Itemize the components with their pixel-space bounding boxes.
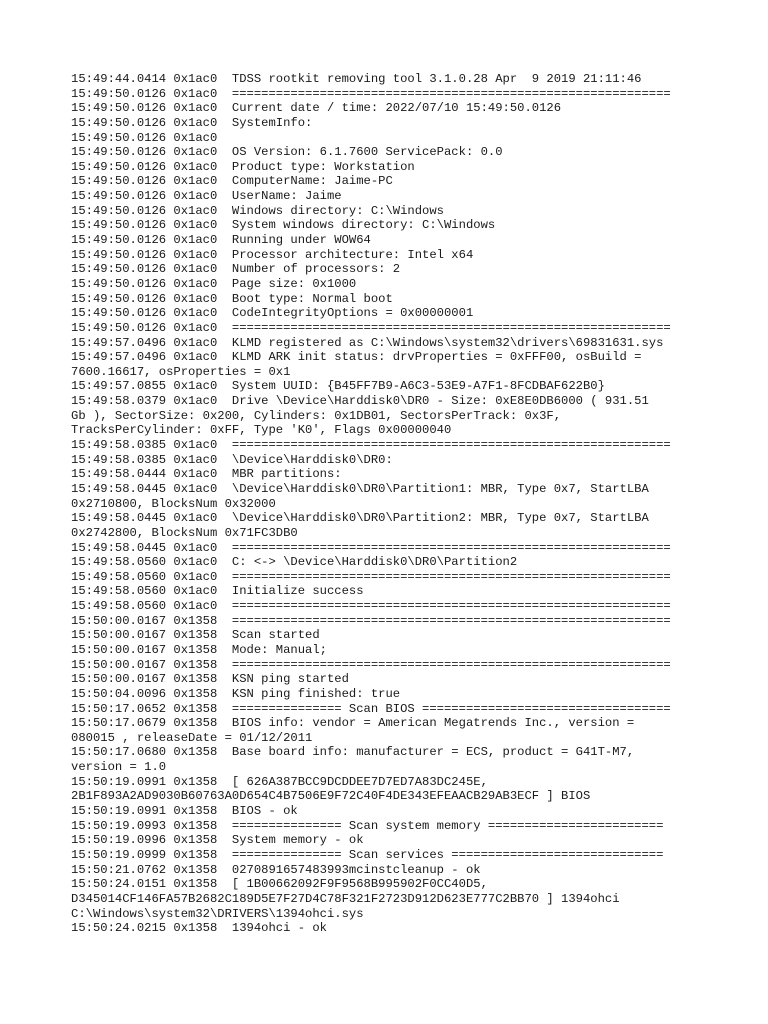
- log-line: 15:50:04.0096 0x1358 KSN ping finished: true: [71, 686, 401, 701]
- log-line: 15:49:58.0385 0x1ac0 \Device\Harddisk0\DR0:: [71, 452, 393, 467]
- log-line: 15:49:57.0496 0x1ac0 KLMD registered as C:\Windows\system32\drivers\69831631.sys: [71, 335, 664, 350]
- log-line: 15:49:58.0560 0x1ac0 Initialize success: [71, 584, 364, 599]
- log-line: 15:49:50.0126 0x1ac0 ============================================================: [71, 320, 671, 335]
- log-line: Gb ), SectorSize: 0x200, Cylinders: 0x1DB01, SectorsPerTrack: 0x3F,: [71, 408, 562, 423]
- log-line: 7600.16617, osProperties = 0x1: [71, 364, 291, 379]
- log-line: 15:50:24.0215 0x1358 1394ohci - ok: [71, 921, 327, 936]
- log-line: 15:49:50.0126 0x1ac0 UserName: Jaime: [71, 189, 342, 204]
- log-line: 15:50:21.0762 0x1358 0270891657483993mcinstcleanup - ok: [71, 862, 481, 877]
- log-line: 0x2742800, BlocksNum 0x71FC3DB0: [71, 525, 298, 540]
- log-line: 15:49:50.0126 0x1ac0 Running under WOW64: [71, 233, 371, 248]
- log-line: 15:49:58.0445 0x1ac0 \Device\Harddisk0\DR0\Partition1: MBR, Type 0x7, StartLBA: [71, 481, 649, 496]
- log-line: 15:50:19.0991 0x1358 BIOS - ok: [71, 804, 298, 819]
- log-line: 15:49:58.0445 0x1ac0 \Device\Harddisk0\DR0\Partition2: MBR, Type 0x7, StartLBA: [71, 511, 649, 526]
- log-line: 15:50:00.0167 0x1358 KSN ping started: [71, 672, 349, 687]
- log-line: 15:50:00.0167 0x1358 Mode: Manual;: [71, 642, 327, 657]
- log-line: 15:49:50.0126 0x1ac0 Page size: 0x1000: [71, 276, 357, 291]
- log-line: 15:50:19.0991 0x1358 [ 626A387BCC9DCDDEE7D7ED7A83DC245E,: [71, 774, 488, 789]
- log-line: 15:49:50.0126 0x1ac0 ComputerName: Jaime-PC: [71, 174, 393, 189]
- log-line: 15:50:00.0167 0x1358 ============================================================: [71, 613, 671, 628]
- log-line: 15:49:57.0855 0x1ac0 System UUID: {B45FF7B9-A6C3-53E9-A7F1-8FCDBAF622B0}: [71, 379, 605, 394]
- log-line: version = 1.0: [71, 760, 167, 775]
- log-line: 15:49:50.0126 0x1ac0 System windows directory: C:\Windows: [71, 218, 496, 233]
- log-line: 15:49:50.0126 0x1ac0 CodeIntegrityOptions = 0x00000001: [71, 306, 474, 321]
- log-line: 15:49:50.0126 0x1ac0 Product type: Workstation: [71, 159, 415, 174]
- log-line: 15:49:58.0444 0x1ac0 MBR partitions:: [71, 467, 342, 482]
- log-line: 15:50:17.0680 0x1358 Base board info: manufacturer = ECS, product = G41T-M7,: [71, 745, 635, 760]
- log-line: 15:49:58.0560 0x1ac0 C: <-> \Device\Harddisk0\DR0\Partition2: [71, 555, 518, 570]
- log-line: 15:49:44.0414 0x1ac0 TDSS rootkit removing tool 3.1.0.28 Apr 9 2019 21:11:46: [71, 72, 642, 86]
- log-line: TracksPerCylinder: 0xFF, Type 'K0', Flags 0x00000040: [71, 423, 452, 438]
- log-line: 15:49:58.0560 0x1ac0 ============================================================: [71, 569, 671, 584]
- log-line: 15:50:19.0993 0x1358 =============== Scan system memory ========================: [71, 818, 664, 833]
- log-line: 15:50:00.0167 0x1358 ============================================================: [71, 657, 671, 672]
- log-line: 15:49:50.0126 0x1ac0 Current date / time: 2022/07/10 15:49:50.0126: [71, 101, 562, 116]
- log-line: 15:50:00.0167 0x1358 Scan started: [71, 628, 320, 643]
- log-line: 15:49:50.0126 0x1ac0 SystemInfo:: [71, 115, 313, 130]
- log-line: 15:49:50.0126 0x1ac0: [71, 130, 218, 145]
- log-line: 15:49:57.0496 0x1ac0 KLMD ARK init status: drvProperties = 0xFFF00, osBuild =: [71, 350, 642, 365]
- log-line: C:\Windows\system32\DRIVERS\1394ohci.sys: [71, 906, 364, 921]
- log-line: 15:50:17.0679 0x1358 BIOS info: vendor = American Megatrends Inc., version =: [71, 716, 635, 731]
- log-line: 15:49:58.0560 0x1ac0 ============================================================: [71, 599, 671, 614]
- log-line: 15:49:50.0126 0x1ac0 OS Version: 6.1.7600 ServicePack: 0.0: [71, 145, 503, 160]
- log-line: 15:49:58.0379 0x1ac0 Drive \Device\Harddisk0\DR0 - Size: 0xE8E0DB6000 ( 931.51: [71, 394, 649, 409]
- log-line: 15:50:17.0652 0x1358 =============== Scan BIOS ==================================: [71, 701, 671, 716]
- log-line: 15:49:50.0126 0x1ac0 Processor architecture: Intel x64: [71, 247, 474, 262]
- log-line: D345014CF146FA57B2682C189D5E7F27D4C78F321F2723D912D623E777C2BB70 ] 1394ohci: [71, 891, 620, 906]
- log-line: 15:49:50.0126 0x1ac0 Number of processors: 2: [71, 262, 401, 277]
- log-line: 0x2710800, BlocksNum 0x32000: [71, 496, 276, 511]
- log-line: 15:49:58.0385 0x1ac0 ============================================================: [71, 438, 671, 453]
- log-line: 15:49:50.0126 0x1ac0 Windows directory: C:\Windows: [71, 203, 444, 218]
- log-line: 15:50:24.0151 0x1358 [ 1B00662092F9F9568B995902F0CC40D5,: [71, 877, 488, 892]
- log-line: 15:50:19.0996 0x1358 System memory - ok: [71, 833, 364, 848]
- log-text: [71, 72, 711, 936]
- log-line: 15:49:50.0126 0x1ac0 ============================================================: [71, 86, 671, 101]
- log-line: 15:49:58.0445 0x1ac0 ============================================================: [71, 540, 671, 555]
- log-line: 15:50:19.0999 0x1358 =============== Scan services =============================: [71, 847, 664, 862]
- log-line: 15:49:50.0126 0x1ac0 Boot type: Normal boot: [71, 291, 393, 306]
- log-line: 080015 , releaseDate = 01/12/2011: [71, 730, 313, 745]
- log-line: 2B1F893A2AD9030B60763A0D654C4B7506E9F72C40F4DE343EFEAACB29AB3ECF ] BIOS: [71, 789, 591, 804]
